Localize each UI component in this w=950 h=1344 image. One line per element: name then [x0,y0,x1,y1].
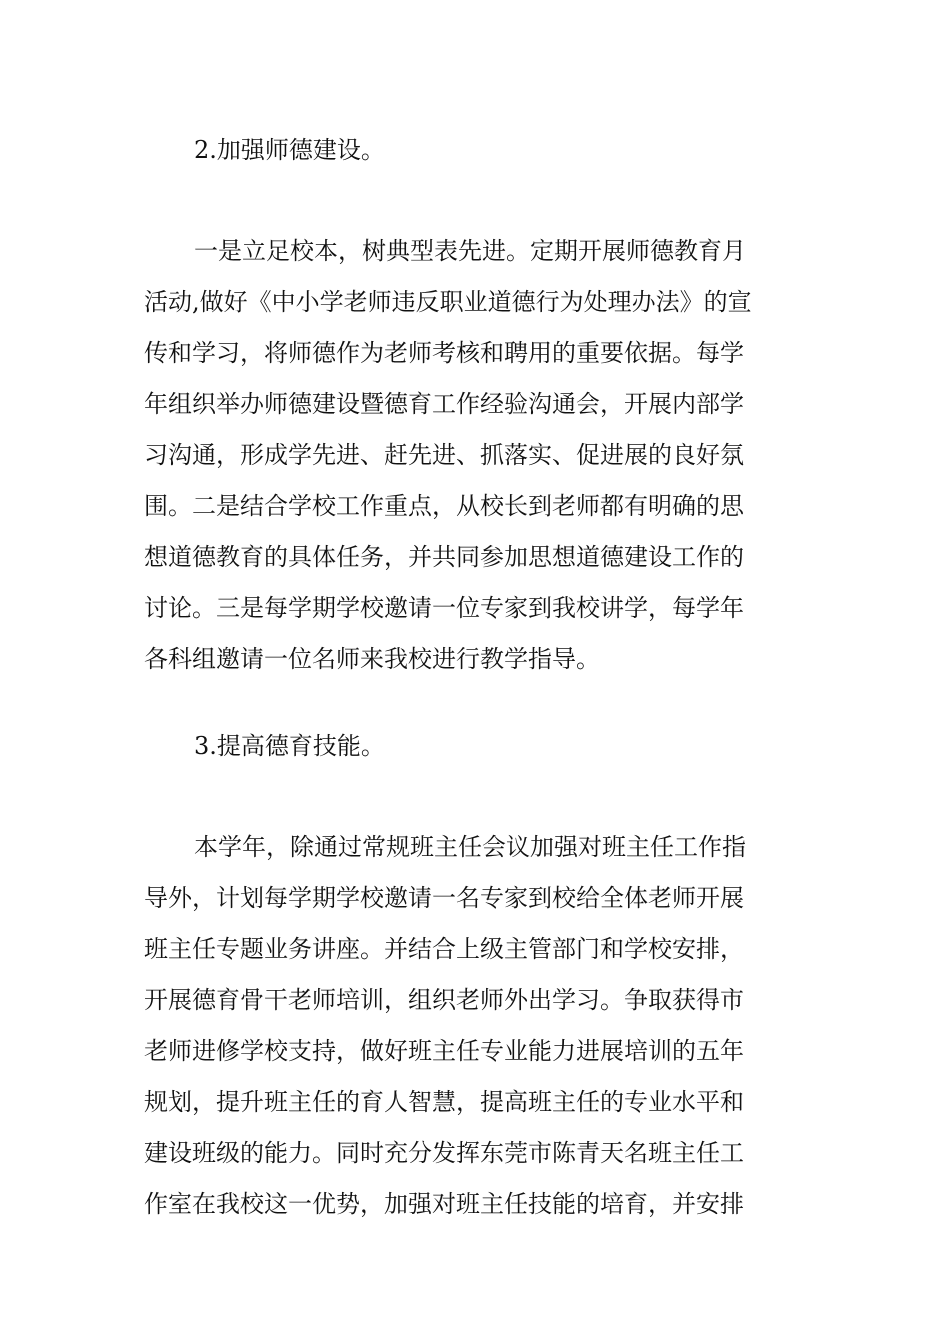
paragraph-moral-education-skills [144,822,808,1230]
paragraph-line: 习沟通，形成学先进、赶先进、抓落实、促进展的良好氛 [144,441,744,469]
heading-text: 3.提高德育技能。 [194,732,385,760]
paragraph-line: 传和学习，将师德作为老师考核和聘用的重要依据。每学 [144,339,744,367]
paragraph-line: 建设班级的能力。同时充分发挥东莞市陈青天名班主任工 [144,1139,744,1167]
paragraph-line: 作室在我校这一优势，加强对班主任技能的培育，并安排 [144,1190,744,1218]
paragraph-line: 讨论。三是每学期学校邀请一位专家到我校讲学，每学年 [144,594,744,622]
paragraph-line: 一是立足校本，树典型表先进。定期开展师德教育月 [194,237,746,265]
paragraph-line: 各科组邀请一位名师来我校进行教学指导。 [144,645,600,673]
paragraph-line: 活动,做好《中小学老师违反职业道德行为处理办法》的宣 [144,288,752,316]
paragraph-line: 围。二是结合学校工作重点，从校长到老师都有明确的思 [144,492,744,520]
paragraph-line: 班主任专题业务讲座。并结合上级主管部门和学校安排， [144,935,744,963]
paragraph-line: 年组织举办师德建设暨德育工作经验沟通会，开展内部学 [144,390,744,418]
paragraph-line: 开展德育骨干老师培训，组织老师外出学习。争取获得市 [144,986,744,1014]
paragraph-line: 规划，提升班主任的育人智慧，提高班主任的专业水平和 [144,1088,744,1116]
heading-text: 2.加强师德建设。 [194,136,385,164]
paragraph-line: 本学年，除通过常规班主任会议加强对班主任工作指 [194,833,746,861]
paragraph-line: 导外，计划每学期学校邀请一名专家到校给全体老师开展 [144,884,744,912]
section-heading-3 [144,721,808,772]
paragraph-line: 老师进修学校支持，做好班主任专业能力进展培训的五年 [144,1037,744,1065]
paragraph-line: 想道德教育的具体任务，并共同参加思想道德建设工作的 [144,543,744,571]
paragraph-teacher-ethics [144,226,808,685]
section-heading-2 [144,125,808,176]
